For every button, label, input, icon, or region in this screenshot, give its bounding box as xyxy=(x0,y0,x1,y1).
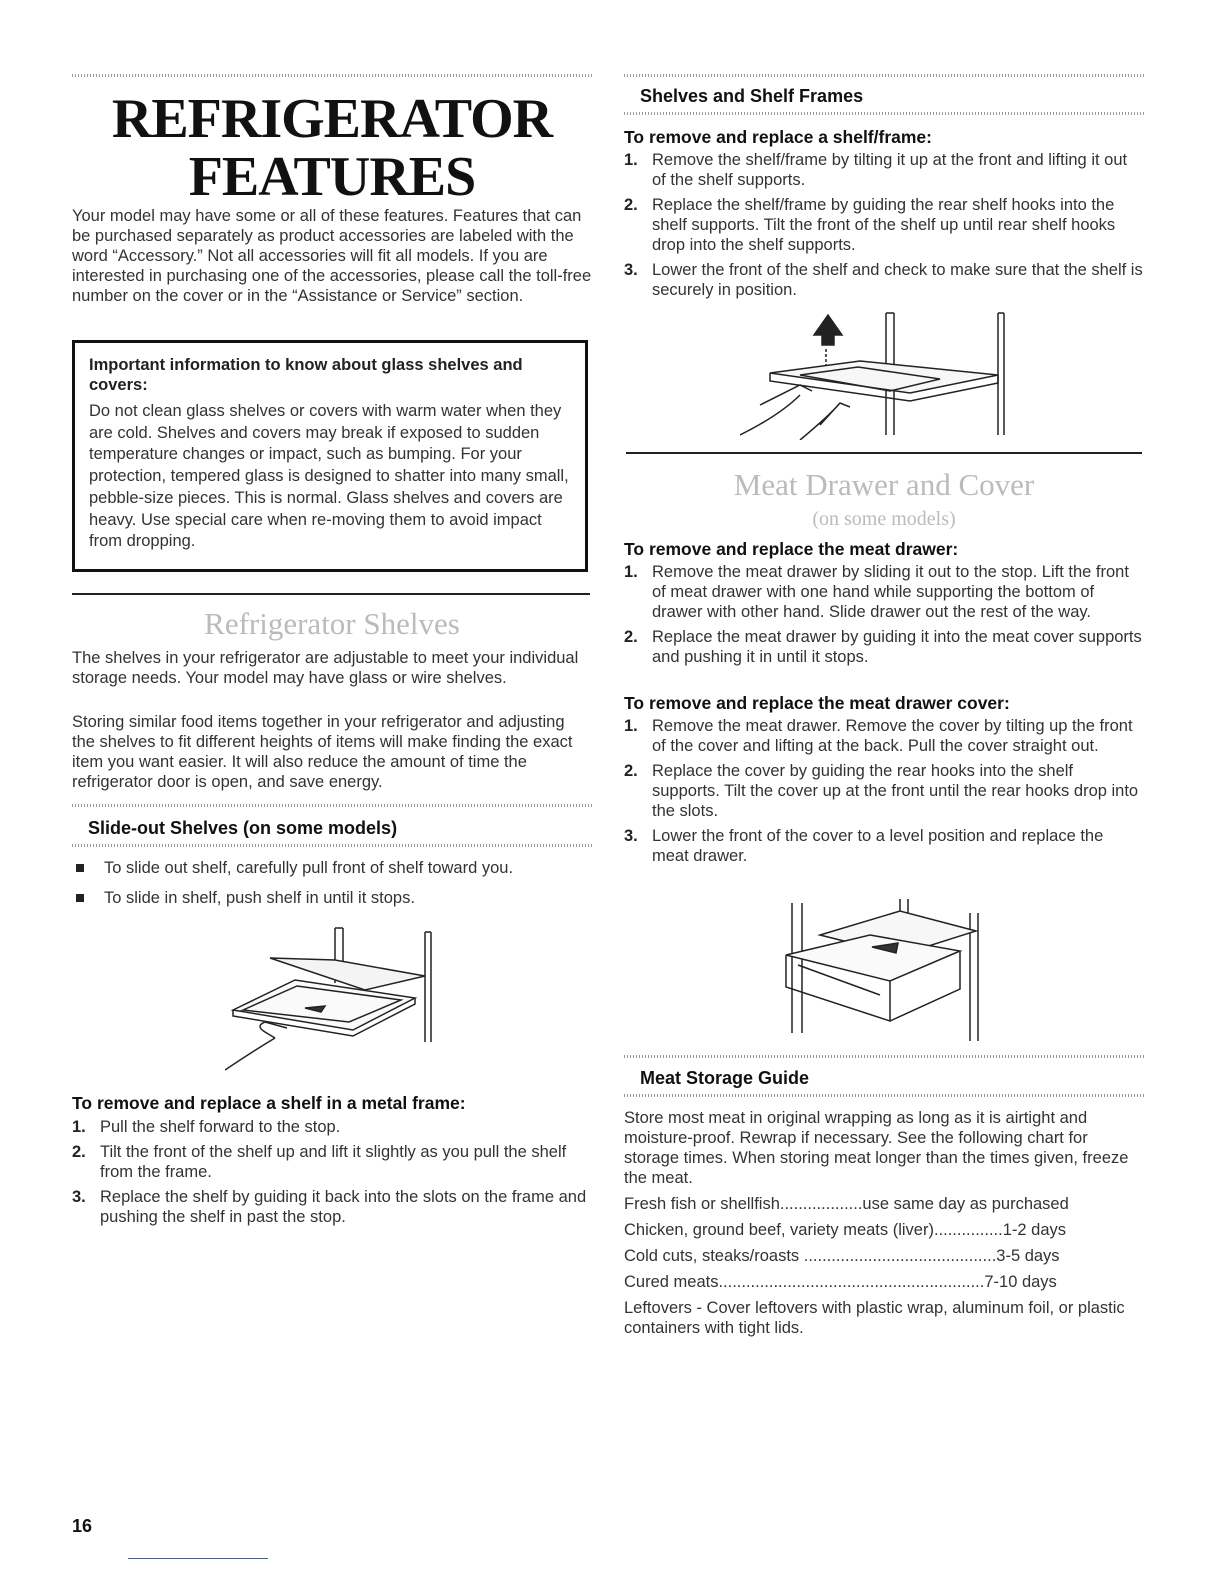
step-item xyxy=(624,195,1144,255)
step-number: 2. xyxy=(72,1143,86,1161)
step-number: 3. xyxy=(624,261,638,279)
step-item xyxy=(624,627,1144,667)
metal-frame-heading: To remove and replace a shelf in a metal frame: xyxy=(72,1093,466,1113)
bullet-square xyxy=(76,864,84,872)
slideout-rule-top xyxy=(72,804,592,807)
step-number: 1. xyxy=(624,151,638,169)
important-info-box xyxy=(72,340,588,572)
step-number: 2. xyxy=(624,196,638,214)
meat-guide-heading: Meat Storage Guide xyxy=(640,1068,810,1088)
bullet-text: To slide in shelf, push shelf in until it stops. xyxy=(104,889,415,907)
step-number: 3. xyxy=(624,827,638,845)
meat-cover-steps-heading: To remove and replace the meat drawer cover: xyxy=(624,693,1010,713)
step-item xyxy=(624,761,1144,821)
meat-row: Cured meats..........................................................7-10 days xyxy=(624,1273,1057,1291)
shelf-frames-rule xyxy=(624,112,1144,115)
step-text: Pull the shelf forward to the stop. xyxy=(100,1118,341,1136)
shelf-frame-steps xyxy=(624,150,1144,305)
step-number: 1. xyxy=(624,563,638,581)
meat-guide-rule-top xyxy=(624,1055,1144,1058)
step-item xyxy=(624,826,1144,866)
title-line-2: FEATURES xyxy=(188,146,476,208)
meat-row: Fresh fish or shellfish..................use same day as purchased xyxy=(624,1195,1069,1213)
step-text: Remove the meat drawer. Remove the cover by tilting up the front of the cover and lifting at the back. Pull the cover straight out. xyxy=(652,717,1133,755)
metal-frame-steps xyxy=(72,1117,592,1232)
step-text: Lower the front of the shelf and check to make sure that the shelf is securely in position. xyxy=(652,261,1143,299)
title-line-1: REFRIGERATOR xyxy=(111,88,553,150)
footer-link-rule xyxy=(128,1558,268,1559)
meat-drawer-subheading: (on some models) xyxy=(812,508,956,530)
step-item xyxy=(72,1187,592,1227)
slideout-heading: Slide-out Shelves (on some models) xyxy=(88,818,398,838)
top-rule-right xyxy=(624,74,1144,77)
meat-guide-rule-bottom xyxy=(624,1094,1144,1097)
shelves-para-1: The shelves in your refrigerator are adjustable to meet your individual storage needs. Your model may have glass or wire shelves. xyxy=(72,649,579,687)
step-number: 3. xyxy=(72,1188,86,1206)
shelves-heading: Refrigerator Shelves xyxy=(204,606,460,641)
step-item xyxy=(624,150,1144,190)
slideout-bullets xyxy=(72,858,592,918)
step-item xyxy=(72,1142,592,1182)
step-text: Replace the meat drawer by guiding it into the meat cover supports and pushing it in until it stops. xyxy=(652,628,1142,666)
bullet-item xyxy=(72,888,592,908)
step-text: Remove the meat drawer by sliding it out to the stop. Lift the front of meat drawer with one hand while supporting the bottom of drawer with other hand. Slide drawer out the rest of the way. xyxy=(652,563,1129,621)
shelf-frames-heading: Shelves and Shelf Frames xyxy=(640,86,864,106)
shelf-frame-subheading: To remove and replace a shelf/frame: xyxy=(624,127,932,147)
step-number: 1. xyxy=(72,1118,86,1136)
intro-paragraph: Your model may have some or all of these features. Features that can be purchased separately as product accessories are labeled with the word “Accessory.” Not all accessories will fit all models. If you are interested in purchasing one of the accessories, please call the toll-free number on the cover or in the “Assistance or Service” section. xyxy=(72,207,592,305)
bullet-item xyxy=(72,858,592,878)
leftovers-note: Leftovers - Cover leftovers with plastic wrap, aluminum foil, or plastic containers with tight lids. xyxy=(624,1299,1125,1337)
meat-drawer-steps-heading: To remove and replace the meat drawer: xyxy=(624,539,959,559)
step-text: Tilt the front of the shelf up and lift it slightly as you pull the shelf from the frame. xyxy=(100,1143,567,1181)
slideout-rule-bottom xyxy=(72,844,592,847)
step-text: Lower the front of the cover to a level position and replace the meat drawer. xyxy=(652,827,1104,865)
meat-drawer-steps xyxy=(624,562,1144,672)
step-text: Replace the cover by guiding the rear hooks into the shelf supports. Tilt the cover up at the front until the rear hooks drop into the slots. xyxy=(652,762,1139,820)
meat-guide-intro: Store most meat in original wrapping as long as it is airtight and moisture-proof. Rewrap if necessary. See the following chart for storage times. When storing meat longer than the times given, freeze the meat. xyxy=(624,1109,1129,1187)
step-text: Remove the shelf/frame by tilting it up at the front and lifting it out of the shelf supports. xyxy=(652,151,1128,189)
step-number: 2. xyxy=(624,628,638,646)
step-text: Replace the shelf/frame by guiding the rear shelf hooks into the shelf supports. Tilt the front of the shelf up until rear shelf hooks drop into the shelf supports. xyxy=(652,196,1116,254)
step-text: Replace the shelf by guiding it back into the slots on the frame and pushing the shelf in past the stop. xyxy=(100,1188,587,1226)
meat-drawer-illustration xyxy=(780,895,990,1045)
step-item xyxy=(624,260,1144,300)
step-item xyxy=(72,1117,592,1137)
bullet-square xyxy=(76,894,84,902)
bullet-text: To slide out shelf, carefully pull front of shelf toward you. xyxy=(104,859,514,877)
step-number: 2. xyxy=(624,762,638,780)
meat-storage-table xyxy=(624,1194,1124,1298)
page-title xyxy=(72,90,592,206)
meat-cover-steps xyxy=(624,716,1144,871)
meat-row: Chicken, ground beef, variety meats (liver)...............1-2 days xyxy=(624,1221,1067,1239)
top-rule-left xyxy=(72,74,592,77)
section-divider-left xyxy=(72,593,590,595)
step-item xyxy=(624,562,1144,622)
shelf-frame-illustration xyxy=(740,305,1020,440)
page-number: 16 xyxy=(72,1516,93,1536)
slideout-shelf-illustration xyxy=(225,920,455,1080)
important-text: Do not clean glass shelves or covers with warm water when they are cold. Shelves and covers may break if exposed to sudden temperature changes or impact, such as bumping. For your protection, tempered glass is designed to shatter into many small, pebble-size pieces. This is normal. Glass shelves and covers are heavy. Use special care when re-moving them to avoid impact from dropping. xyxy=(89,402,569,551)
step-number: 1. xyxy=(624,717,638,735)
meat-row: Cold cuts, steaks/roasts ..........................................3-5 days xyxy=(624,1247,1060,1265)
meat-drawer-heading: Meat Drawer and Cover xyxy=(733,467,1035,502)
important-heading: Important information to know about glass shelves and covers: xyxy=(89,356,523,394)
shelves-para-2: Storing similar food items together in your refrigerator and adjusting the shelves to fit different heights of items will make finding the exact item you want easier. It will also reduce the amount of time the refrigerator door is open, and save energy. xyxy=(72,713,573,791)
step-item xyxy=(624,716,1144,756)
section-divider-right xyxy=(626,452,1142,454)
